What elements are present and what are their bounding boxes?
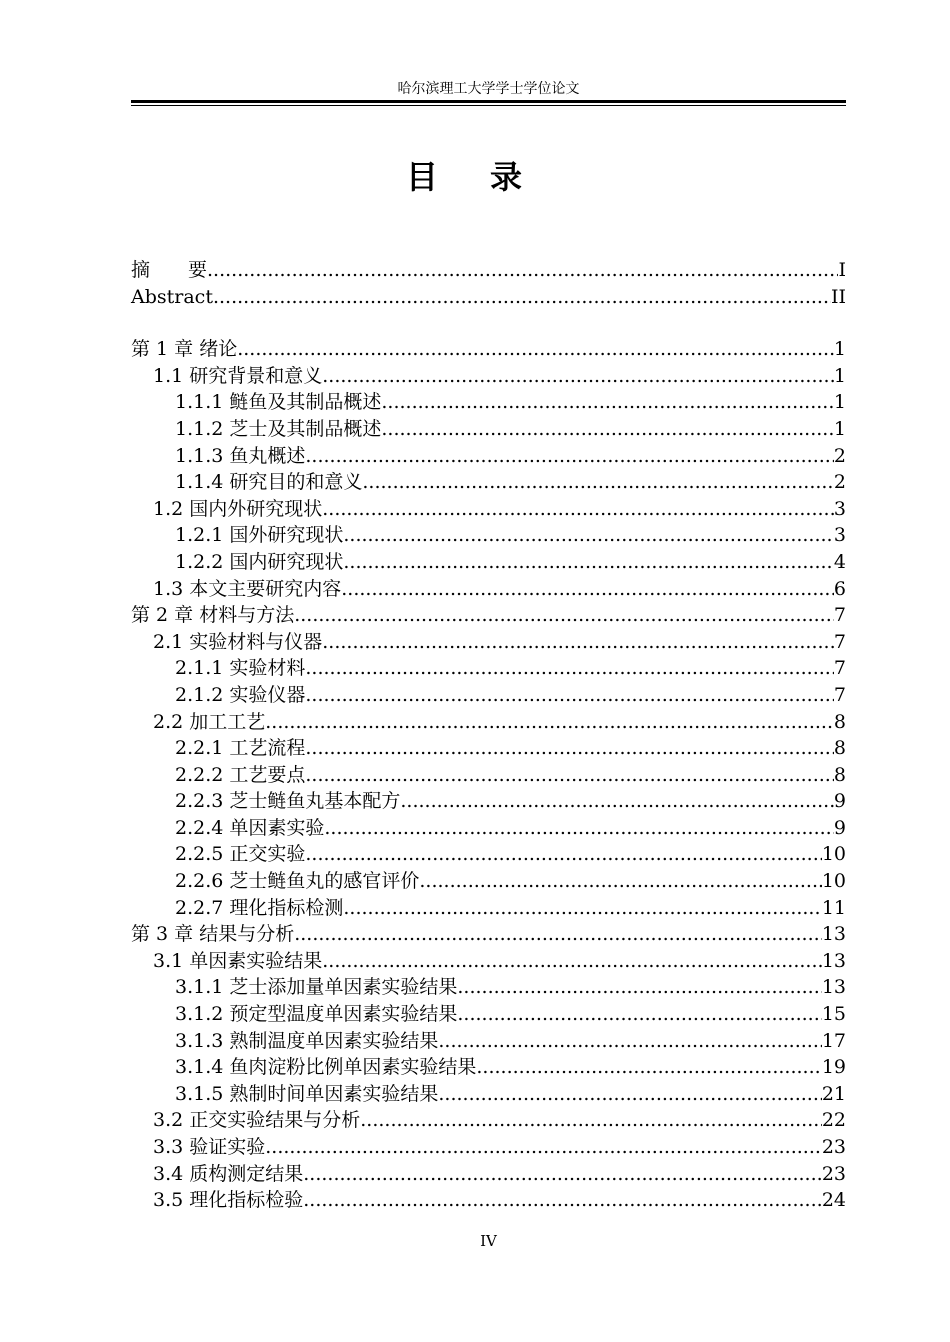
toc-entry[interactable] bbox=[131, 682, 846, 709]
toc-entry-label: 2.2.4 单因素实验 bbox=[175, 816, 325, 839]
toc-entry-label: 2.2.6 芝士鲢鱼丸的感官评价 bbox=[175, 870, 420, 893]
toc-entry-label: 1.1.2 芝士及其制品概述 bbox=[175, 417, 382, 440]
toc-entry-label: 2.2.7 理化指标检测 bbox=[175, 896, 344, 919]
toc-entry-page: 23 bbox=[821, 1162, 846, 1185]
toc-entry[interactable] bbox=[131, 735, 846, 762]
toc-entry[interactable] bbox=[131, 1161, 846, 1188]
toc-entry[interactable] bbox=[131, 549, 846, 576]
toc-entry-page: 13 bbox=[821, 976, 846, 999]
toc-entry[interactable] bbox=[131, 1081, 846, 1108]
toc-leader-dots bbox=[324, 815, 834, 842]
page-number: IV bbox=[480, 1232, 497, 1250]
toc-entry-label: 1.1.1 鲢鱼及其制品概述 bbox=[175, 391, 382, 414]
toc-entry[interactable] bbox=[131, 815, 846, 842]
toc-entry-page: 2 bbox=[833, 471, 846, 494]
toc-leader-dots bbox=[303, 1187, 822, 1214]
toc-leader-dots bbox=[419, 868, 821, 895]
toc-leader-dots bbox=[343, 549, 834, 576]
toc-entry-label: 2.2.2 工艺要点 bbox=[175, 763, 306, 786]
toc-leader-dots bbox=[294, 602, 834, 629]
toc-entry-page: 19 bbox=[821, 1056, 846, 1079]
toc-entry[interactable] bbox=[131, 1028, 846, 1055]
toc-entry-label: 3.1.1 芝士添加量单因素实验结果 bbox=[175, 976, 458, 999]
toc-leader-dots bbox=[400, 788, 834, 815]
toc-entry-page: 10 bbox=[821, 843, 846, 866]
toc-entry-page: 1 bbox=[833, 338, 846, 361]
toc-entry[interactable] bbox=[131, 895, 846, 922]
table-of-contents bbox=[131, 257, 846, 1214]
toc-entry-label: Abstract bbox=[131, 285, 213, 308]
toc-entry-page: 7 bbox=[833, 683, 846, 706]
toc-entry[interactable] bbox=[131, 1001, 846, 1028]
toc-entry[interactable] bbox=[131, 1187, 846, 1214]
toc-entry-page: 2 bbox=[833, 444, 846, 467]
toc-entry[interactable] bbox=[131, 443, 846, 470]
toc-entry-label: 第 2 章 材料与方法 bbox=[131, 604, 295, 627]
toc-entry-page: 8 bbox=[833, 737, 846, 760]
toc-entry[interactable] bbox=[131, 496, 846, 523]
toc-leader-dots bbox=[457, 974, 821, 1001]
toc-leader-dots bbox=[303, 1161, 822, 1188]
toc-leader-dots bbox=[381, 416, 834, 443]
toc-entry-page: 9 bbox=[833, 816, 846, 839]
toc-entry-label: 1.3 本文主要研究内容 bbox=[153, 577, 342, 600]
toc-entry[interactable] bbox=[131, 841, 846, 868]
toc-entry[interactable] bbox=[131, 576, 846, 603]
toc-main-list bbox=[131, 336, 846, 1214]
toc-entry[interactable] bbox=[131, 522, 846, 549]
toc-entry-label: 1.1.4 研究目的和意义 bbox=[175, 471, 363, 494]
toc-entry-label: 3.2 正交实验结果与分析 bbox=[153, 1109, 361, 1132]
toc-leader-dots bbox=[237, 336, 834, 363]
toc-entry-page: 1 bbox=[833, 391, 846, 414]
toc-leader-dots bbox=[305, 655, 834, 682]
toc-entry-page: 23 bbox=[821, 1136, 846, 1158]
toc-entry-label: 3.1.4 鱼肉淀粉比例单因素实验结果 bbox=[175, 1056, 477, 1079]
toc-entry[interactable] bbox=[131, 788, 846, 815]
toc-leader-dots bbox=[305, 443, 834, 470]
toc-entry-label: 1.2 国内外研究现状 bbox=[153, 497, 323, 520]
toc-entry-page: 17 bbox=[821, 1029, 846, 1052]
toc-entry-label: 1.2.1 国外研究现状 bbox=[175, 524, 344, 547]
toc-entry-page: 15 bbox=[821, 1003, 846, 1026]
toc-entry-label: 2.1.2 实验仪器 bbox=[175, 683, 306, 706]
toc-leader-dots bbox=[438, 1028, 821, 1055]
toc-entry-page: 7 bbox=[833, 657, 846, 680]
running-header: 哈尔滨理工大学学士学位论文 bbox=[397, 81, 580, 97]
toc-leader-dots bbox=[305, 682, 834, 709]
toc-entry-page: 13 bbox=[821, 949, 846, 972]
toc-entry[interactable] bbox=[131, 1107, 846, 1134]
toc-entry-page: 7 bbox=[833, 604, 846, 627]
toc-entry-page: 10 bbox=[821, 870, 846, 893]
toc-leader-dots bbox=[322, 948, 822, 975]
toc-entry[interactable] bbox=[131, 921, 846, 948]
toc-entry-label: 1.1 研究背景和意义 bbox=[153, 364, 323, 387]
toc-entry[interactable] bbox=[131, 389, 846, 416]
toc-entry-label: 第 1 章 绪论 bbox=[131, 338, 238, 361]
toc-entry[interactable] bbox=[131, 868, 846, 895]
toc-leader-dots bbox=[207, 257, 838, 284]
toc-leader-dots bbox=[438, 1081, 821, 1108]
toc-entry-label: 第 3 章 结果与分析 bbox=[131, 923, 295, 946]
toc-entry[interactable] bbox=[131, 416, 846, 443]
toc-leader-dots bbox=[265, 1134, 822, 1161]
toc-entry[interactable] bbox=[131, 948, 846, 975]
toc-entry-page: I bbox=[838, 259, 846, 281]
toc-entry-page: 3 bbox=[833, 497, 846, 520]
toc-entry-label: 3.1 单因素实验结果 bbox=[153, 949, 323, 972]
toc-entry-page: 11 bbox=[821, 896, 846, 919]
toc-leader-dots bbox=[213, 284, 831, 311]
toc-entry-page: 8 bbox=[833, 710, 846, 733]
toc-leader-dots bbox=[360, 1107, 822, 1134]
toc-entry-page: 6 bbox=[833, 577, 846, 600]
toc-entry-page: 9 bbox=[833, 790, 846, 813]
toc-entry-label: 2.2 加工工艺 bbox=[153, 710, 266, 733]
toc-spacer bbox=[131, 310, 846, 336]
toc-entry-label: 3.4 质构测定结果 bbox=[153, 1162, 304, 1185]
toc-entry-label: 3.5 理化指标检验 bbox=[153, 1189, 304, 1212]
toc-entry-abstract-en[interactable] bbox=[131, 284, 846, 311]
page-title: 目录 bbox=[405, 158, 574, 196]
toc-leader-dots bbox=[343, 895, 821, 922]
toc-leader-dots bbox=[362, 469, 834, 496]
toc-entry-label: 3.1.3 熟制温度单因素实验结果 bbox=[175, 1029, 439, 1052]
toc-leader-dots bbox=[476, 1054, 821, 1081]
toc-entry-page: 24 bbox=[821, 1189, 846, 1212]
toc-leader-dots bbox=[322, 363, 834, 390]
toc-entry-label: 1.2.2 国内研究现状 bbox=[175, 550, 344, 573]
toc-entry-label: 2.1.1 实验材料 bbox=[175, 657, 306, 680]
toc-entry-page: 8 bbox=[833, 763, 846, 786]
toc-entry[interactable] bbox=[131, 469, 846, 496]
toc-entry-page: 22 bbox=[821, 1109, 846, 1132]
toc-entry-page: 1 bbox=[833, 417, 846, 440]
toc-leader-dots bbox=[322, 629, 834, 656]
toc-entry-page: 7 bbox=[833, 630, 846, 653]
toc-entry-abstract-cn[interactable] bbox=[131, 257, 846, 284]
toc-leader-dots bbox=[305, 762, 834, 789]
toc-entry-label: 2.1 实验材料与仪器 bbox=[153, 630, 323, 653]
toc-entry-page: II bbox=[830, 285, 846, 308]
toc-entry-label: 2.2.1 工艺流程 bbox=[175, 737, 306, 760]
header-rule-thin bbox=[131, 105, 846, 106]
toc-leader-dots bbox=[305, 841, 821, 868]
toc-entry[interactable] bbox=[131, 363, 846, 390]
toc-entry-page: 3 bbox=[833, 524, 846, 547]
toc-leader-dots bbox=[457, 1001, 821, 1028]
toc-leader-dots bbox=[265, 709, 834, 736]
toc-entry[interactable] bbox=[131, 1134, 846, 1161]
toc-entry-label: 3.1.5 熟制时间单因素实验结果 bbox=[175, 1082, 439, 1105]
toc-entry-label: 3.1.2 预定型温度单因素实验结果 bbox=[175, 1003, 458, 1026]
toc-entry[interactable] bbox=[131, 709, 846, 736]
toc-entry[interactable] bbox=[131, 602, 846, 629]
toc-leader-dots bbox=[343, 522, 834, 549]
toc-entry-page: 4 bbox=[833, 550, 846, 573]
toc-leader-dots bbox=[305, 735, 834, 762]
toc-entry-label: 2.2.5 正交实验 bbox=[175, 843, 306, 866]
toc-entry-page: 13 bbox=[821, 923, 846, 946]
toc-leader-dots bbox=[381, 389, 834, 416]
toc-entry-page: 1 bbox=[833, 364, 846, 387]
toc-entry[interactable] bbox=[131, 762, 846, 789]
toc-leader-dots bbox=[294, 921, 822, 948]
toc-entry-label: 1.1.3 鱼丸概述 bbox=[175, 444, 306, 467]
toc-leader-dots bbox=[341, 576, 834, 603]
toc-entry[interactable] bbox=[131, 1054, 846, 1081]
header-rule-thick bbox=[131, 100, 846, 103]
toc-entry-label: 摘 要 bbox=[131, 259, 208, 281]
toc-entry[interactable] bbox=[131, 655, 846, 682]
toc-leader-dots bbox=[322, 496, 834, 523]
toc-entry-label: 2.2.3 芝士鲢鱼丸基本配方 bbox=[175, 790, 401, 813]
toc-entry[interactable] bbox=[131, 336, 846, 363]
toc-entry-page: 21 bbox=[821, 1082, 846, 1105]
toc-entry-label: 3.3 验证实验 bbox=[153, 1136, 266, 1158]
toc-entry[interactable] bbox=[131, 974, 846, 1001]
toc-entry[interactable] bbox=[131, 629, 846, 656]
